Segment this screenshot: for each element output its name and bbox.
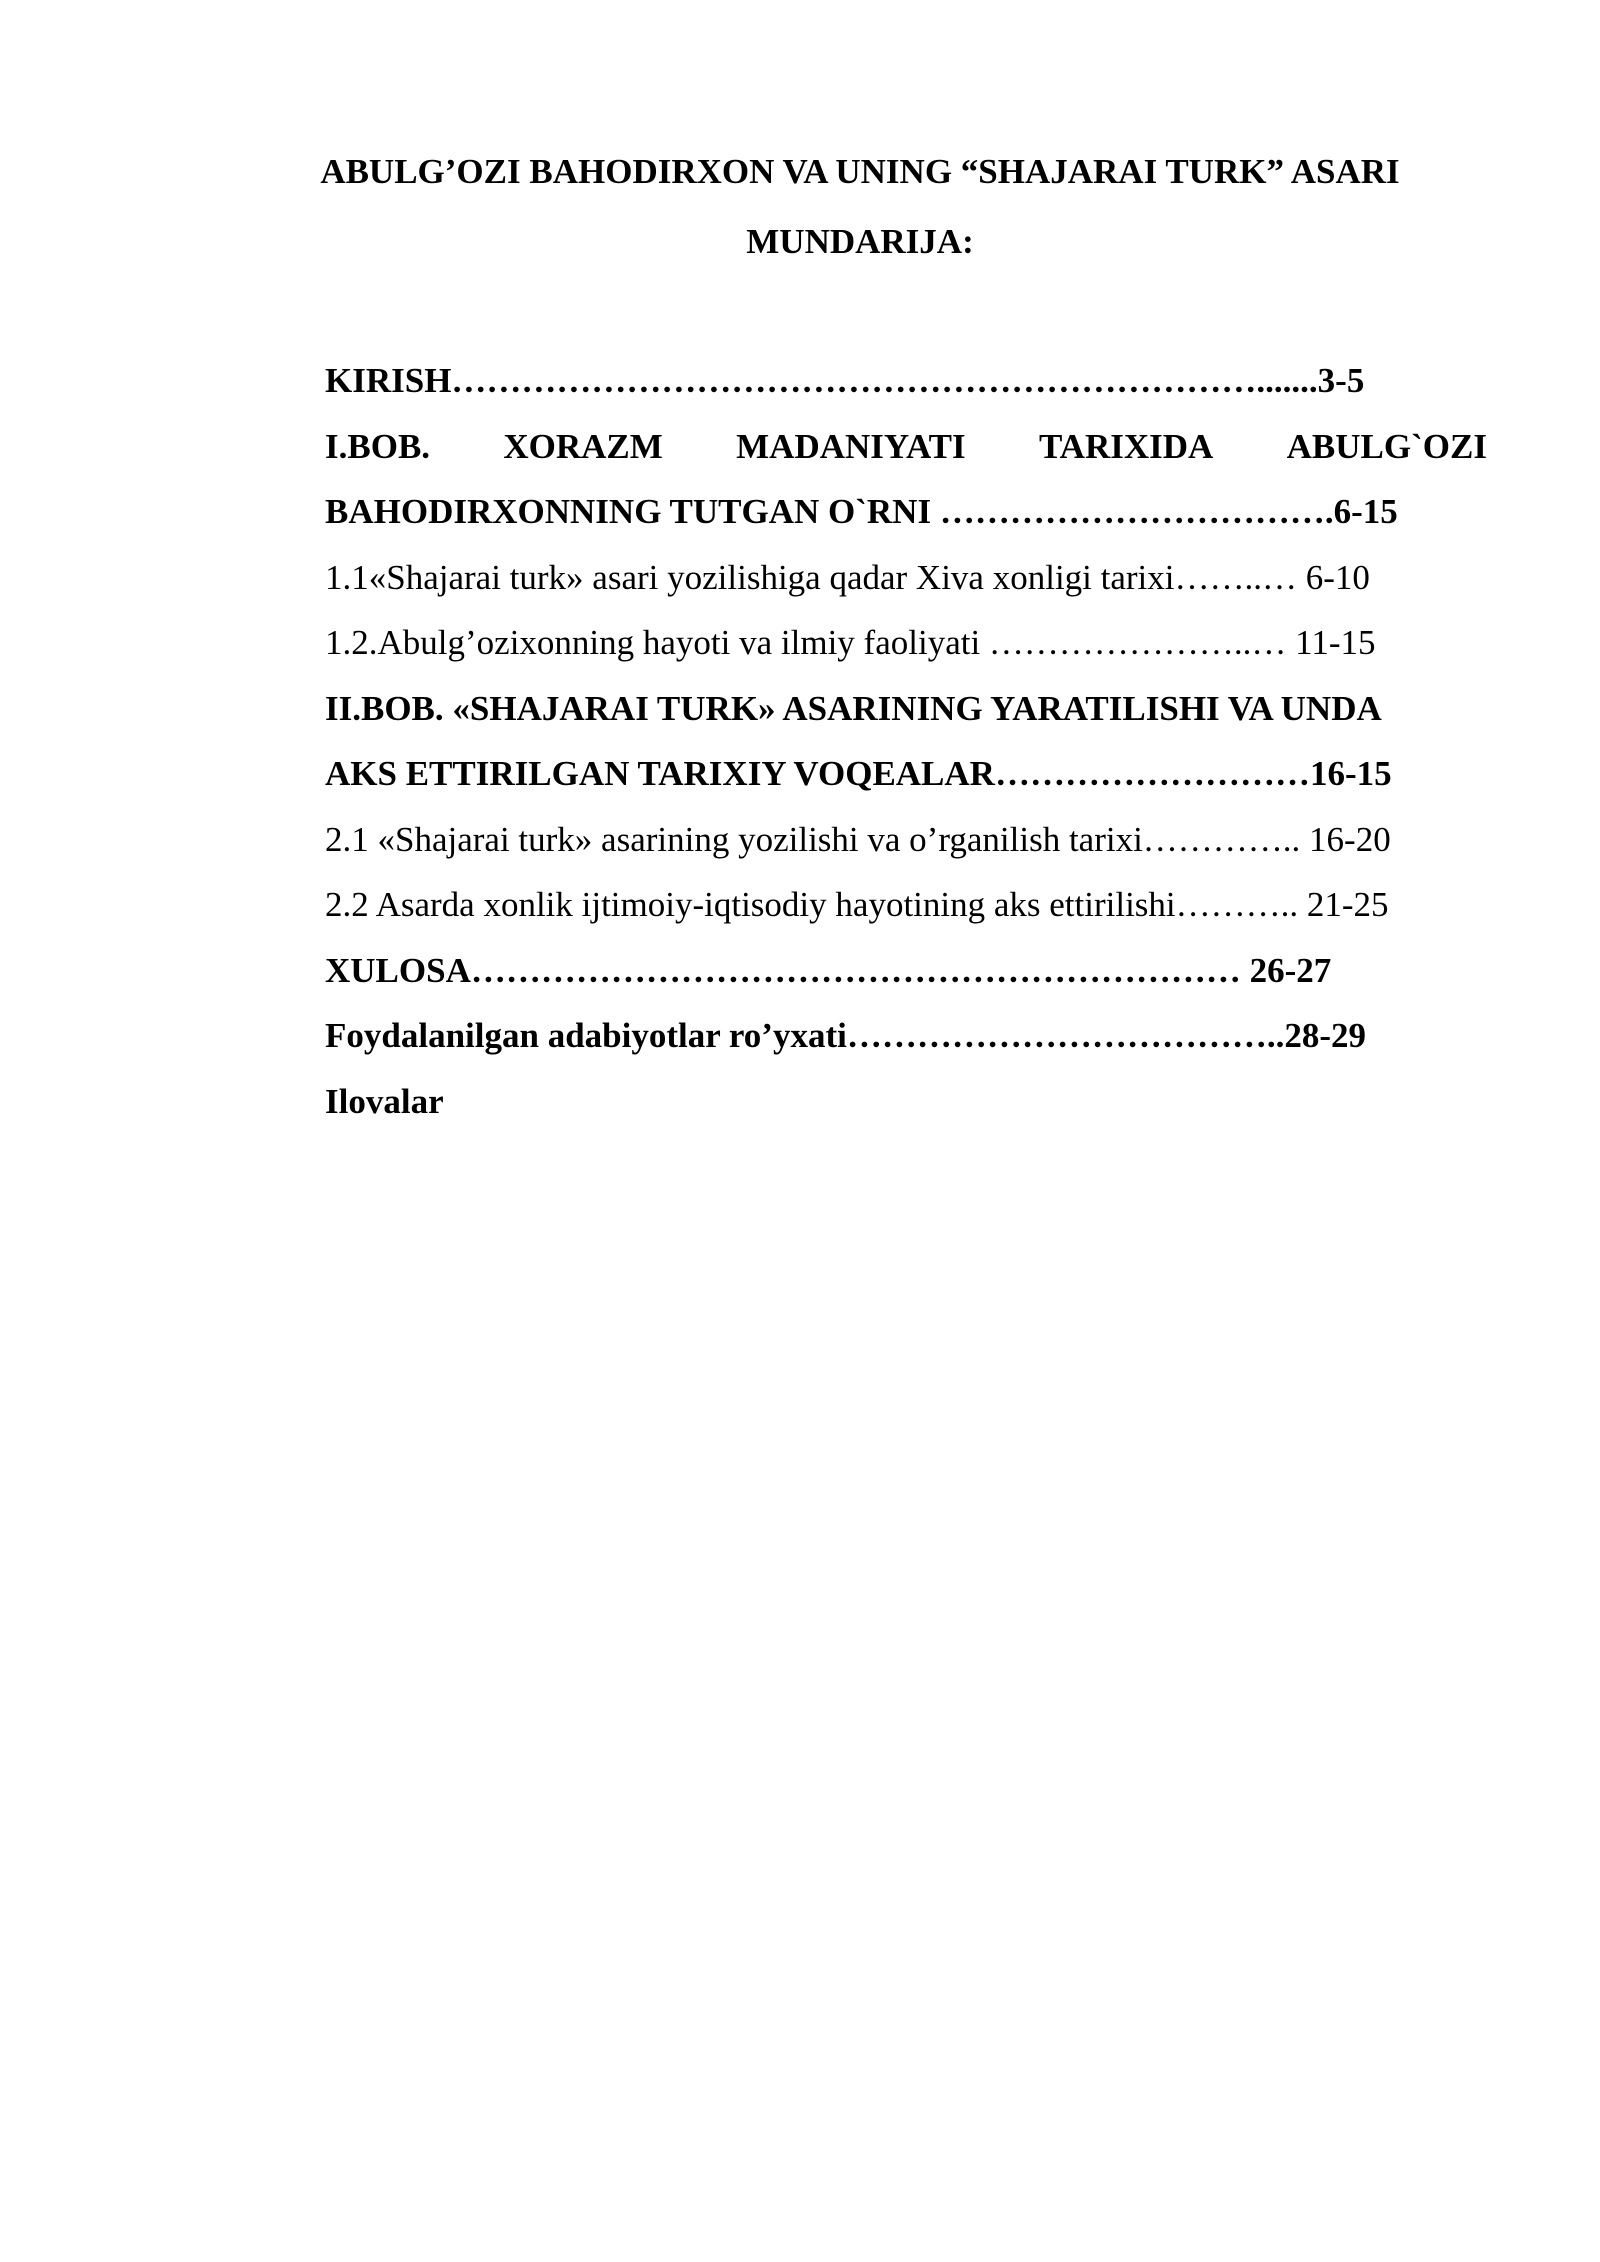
toc-entry-ilovalar: Ilovalar [325, 1081, 444, 1121]
toc-entry-kirish: KIRISH…………………………………………………………….......3-5 [325, 361, 1365, 400]
toc-entry-chapter1-line1 [325, 414, 1487, 480]
toc-word: TARIXIDA [1038, 426, 1214, 466]
toc-word: XORAZM [503, 426, 663, 466]
document-title: ABULG’OZI BAHODIRXON VA UNING “SHAJARAI TURK” ASARI [320, 152, 1400, 191]
toc-entry-chapter2-line2: AKS ETTIRILGAN TARIXIY VOQEALAR………………………16-15 [325, 754, 1392, 793]
toc-entry-section-2-1: 2.1 «Shajarai turk» asarining yozilishi va o’rganilish tarixi………….. 16-20 [325, 819, 1391, 859]
toc-entry-section-1-2: 1.2.Abulg’ozixonning hayoti va ilmiy faoliyati …………………..… 11-15 [325, 623, 1376, 662]
toc-entry-section-2-2: 2.2 Asarda xonlik ijtimoiy-iqtisodiy hayotining aks ettirilishi……….. 21-25 [325, 885, 1389, 924]
toc-entry-chapter1-line2: BAHODIRXONNING TUTGAN O`RNI …………………………….6-15 [325, 492, 1398, 531]
toc-word: I.BOB. [325, 426, 431, 466]
toc-word: ABULG`OZI [1286, 426, 1487, 466]
toc-entry-section-1-1: 1.1«Shajarai turk» asari yozilishiga qadar Xiva xonligi tarixi……..… 6-10 [325, 557, 1370, 597]
toc-entry-adabiyotlar: Foydalanilgan adabiyotlar ro’yxati………………………………..28-29 [325, 1016, 1366, 1055]
table-of-contents [325, 348, 1487, 1134]
toc-entry-chapter2-line1: II.BOB. «SHAJARAI TURK» ASARINING YARATILISHI VA UNDA [325, 688, 1382, 728]
document-subtitle: MUNDARIJA: [746, 222, 974, 261]
toc-word: MADANIYATI [736, 426, 966, 466]
toc-entry-xulosa: XULOSA………………………………………………………… 26-27 [325, 950, 1332, 990]
